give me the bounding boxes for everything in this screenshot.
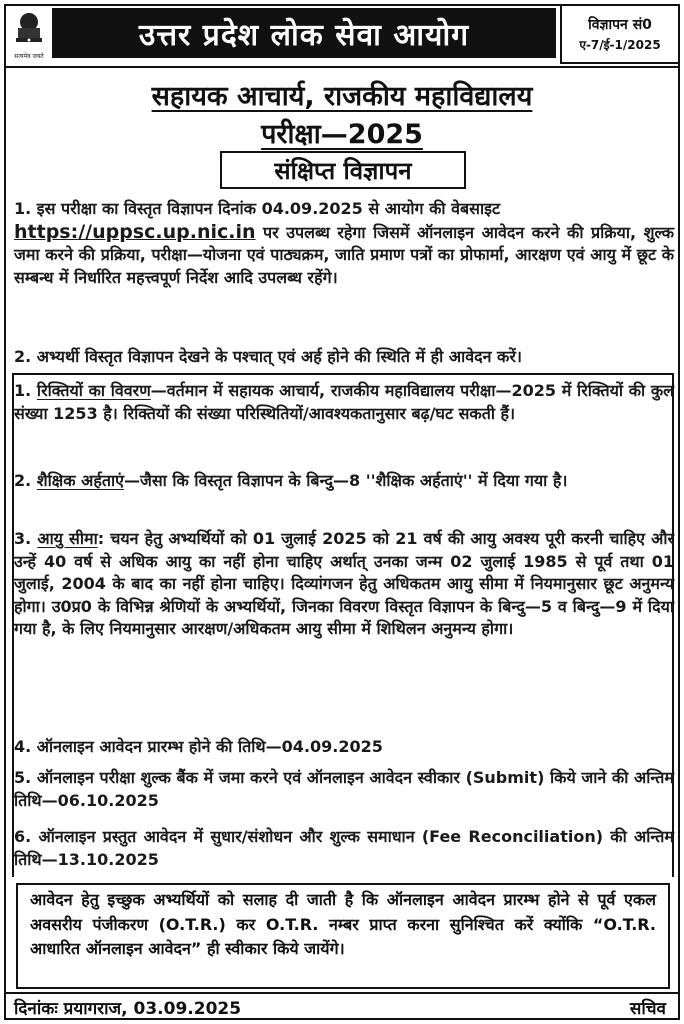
detail-start-date bbox=[14, 736, 674, 759]
detail-heading: शैक्षिक अर्हताएं bbox=[36, 471, 124, 490]
detail-correction-date bbox=[14, 826, 674, 871]
intro-text: से आयोग की वेबसाइट bbox=[362, 199, 501, 218]
intro-text: 1. इस परीक्षा का विस्तृत विज्ञापन दिनांक bbox=[14, 199, 262, 218]
detail-text: —वर्तमान में सहायक आचार्य, राजकीय महाविद्यालय परीक्षा—2025 में रिक्तियों की कुल संख्या 1253 है। रिक्तियों की संख्या परिस्थितियों/आवश्यकतानुसार बढ़/घट सकती हैं। bbox=[14, 381, 674, 423]
detail-heading: रिक्तियों का विवरण bbox=[36, 381, 151, 400]
short-advertisement-label: संक्षिप्त विज्ञापन bbox=[220, 151, 466, 189]
correction-date: 13.10.2025 bbox=[57, 849, 159, 869]
detail-number: 2. bbox=[14, 471, 37, 490]
exam-year: परीक्षा—2025 bbox=[261, 119, 423, 150]
advertisement-number bbox=[560, 6, 678, 64]
adv-number: ए-7/ई-1/2025 bbox=[579, 37, 661, 52]
header-divider bbox=[6, 66, 678, 68]
adv-label: विज्ञापन सं0 bbox=[588, 16, 652, 33]
emblem-caption: सत्यमेव जयते bbox=[14, 52, 44, 60]
intro-text: पर उपलब्ध रहेगा जिसमें ऑनलाइन आवेदन करने की प्रक्रिया, शुल्क जमा करने की प्रक्रिया, परीक्षा—योजना एवं पाठ्यक्रम, जाति प्रमाण पत्रों का प्रोफार्मा, आरक्षण एवं आयु में छूट के सम्बन्ध में निर्धारित महत्त्वपूर्ण निर्देश आदि उपलब्ध रहेंगे। bbox=[14, 222, 674, 287]
detail-vacancies bbox=[14, 380, 674, 425]
detail-text: 6. ऑनलाइन प्रस्तुत आवेदन में सुधार/संशोधन और शुल्क समाधान (Fee Reconciliation) की अन्तिम तिथि— bbox=[14, 827, 674, 869]
detail-number: 1. bbox=[14, 381, 37, 400]
lion-capital-icon bbox=[12, 11, 46, 51]
detail-number: 3. bbox=[14, 529, 38, 548]
commission-name: उत्तर प्रदेश लोक सेवा आयोग bbox=[52, 8, 556, 58]
advertisement-page bbox=[4, 4, 680, 1020]
intro-point-1 bbox=[14, 198, 674, 289]
signatory: सचिव bbox=[629, 999, 666, 1019]
start-date: 04.09.2025 bbox=[281, 737, 383, 756]
otr-notice: आवेदन हेतु इच्छुक अभ्यर्थियों को सलाह दी जाती है कि ऑनलाइन आवेदन प्रारम्भ होने से पूर्व एकल अवसरीय पंजीकरण (O.T.R.) कर O.T.R. नम्बर प्राप्त करना सुनिश्चित करें क्योंकि “O.T.R. आधारित ऑनलाइन आवेदन” ही स्वीकार किये जायेंगे। bbox=[16, 883, 670, 989]
exam-title: सहायक आचार्य, राजकीय महाविद्यालय bbox=[151, 81, 533, 112]
detail-age-limit bbox=[14, 528, 674, 641]
detail-qualification bbox=[14, 470, 674, 493]
website-link[interactable]: https://uppsc.up.nic.in bbox=[14, 220, 256, 243]
submit-date: 06.10.2025 bbox=[57, 790, 159, 810]
header bbox=[6, 6, 678, 64]
detail-heading: आयु सीमा bbox=[37, 529, 98, 548]
detail-submit-date bbox=[14, 767, 674, 812]
intro-point-2: 2. अभ्यर्थी विस्तृत विज्ञापन देखने के पश्चात् एवं अर्ह होने की स्थिति में ही आवेदन करें। bbox=[14, 347, 522, 366]
footer-divider bbox=[6, 992, 678, 994]
detail-text: 4. ऑनलाइन आवेदन प्रारम्भ होने की तिथि— bbox=[14, 737, 282, 756]
intro-date: 04.09.2025 bbox=[261, 199, 363, 218]
detail-text: —जैसा कि विस्तृत विज्ञापन के बिन्दु—8 ''शैक्षिक अर्हताएं'' में दिया गया है। bbox=[123, 471, 568, 490]
footer bbox=[6, 996, 678, 1018]
detail-text: : चयन हेतु अभ्यर्थियों को 01 जुलाई 2025 को 21 वर्ष की आयु अवश्य पूरी करनी चाहिए और उन्हें 40 वर्ष से अधिक आयु का नहीं होना चाहिए अर्थात् उनका जन्म 02 जुलाई 1985 से पूर्व तथा 01 जुलाई, 2004 के बाद का नहीं होना चाहिए। दिव्यांगजन हेतु अधिकतम आयु सीमा में नियमानुसार छूट अनुमन्य होगा। उ0प्र0 के विभिन्न श्रेणियों के अभ्यर्थियों, जिनका विवरण विस्तृत विज्ञापन के बिन्दु—5 व बिन्दु—9 में दिया गया है, के लिए नियमानुसार आरक्षण/अधिकतम आयु सीमा में शिथिलन अनुमन्य होगा। bbox=[14, 529, 675, 638]
issue-date-place: दिनांकः प्रयागराज, 03.09.2025 bbox=[14, 999, 242, 1019]
detail-text: 5. ऑनलाइन परीक्षा शुल्क बैंक में जमा करने एवं ऑनलाइन आवेदन स्वीकार (Submit) किये जाने की अन्तिम तिथि— bbox=[14, 768, 674, 810]
state-emblem bbox=[6, 6, 52, 64]
